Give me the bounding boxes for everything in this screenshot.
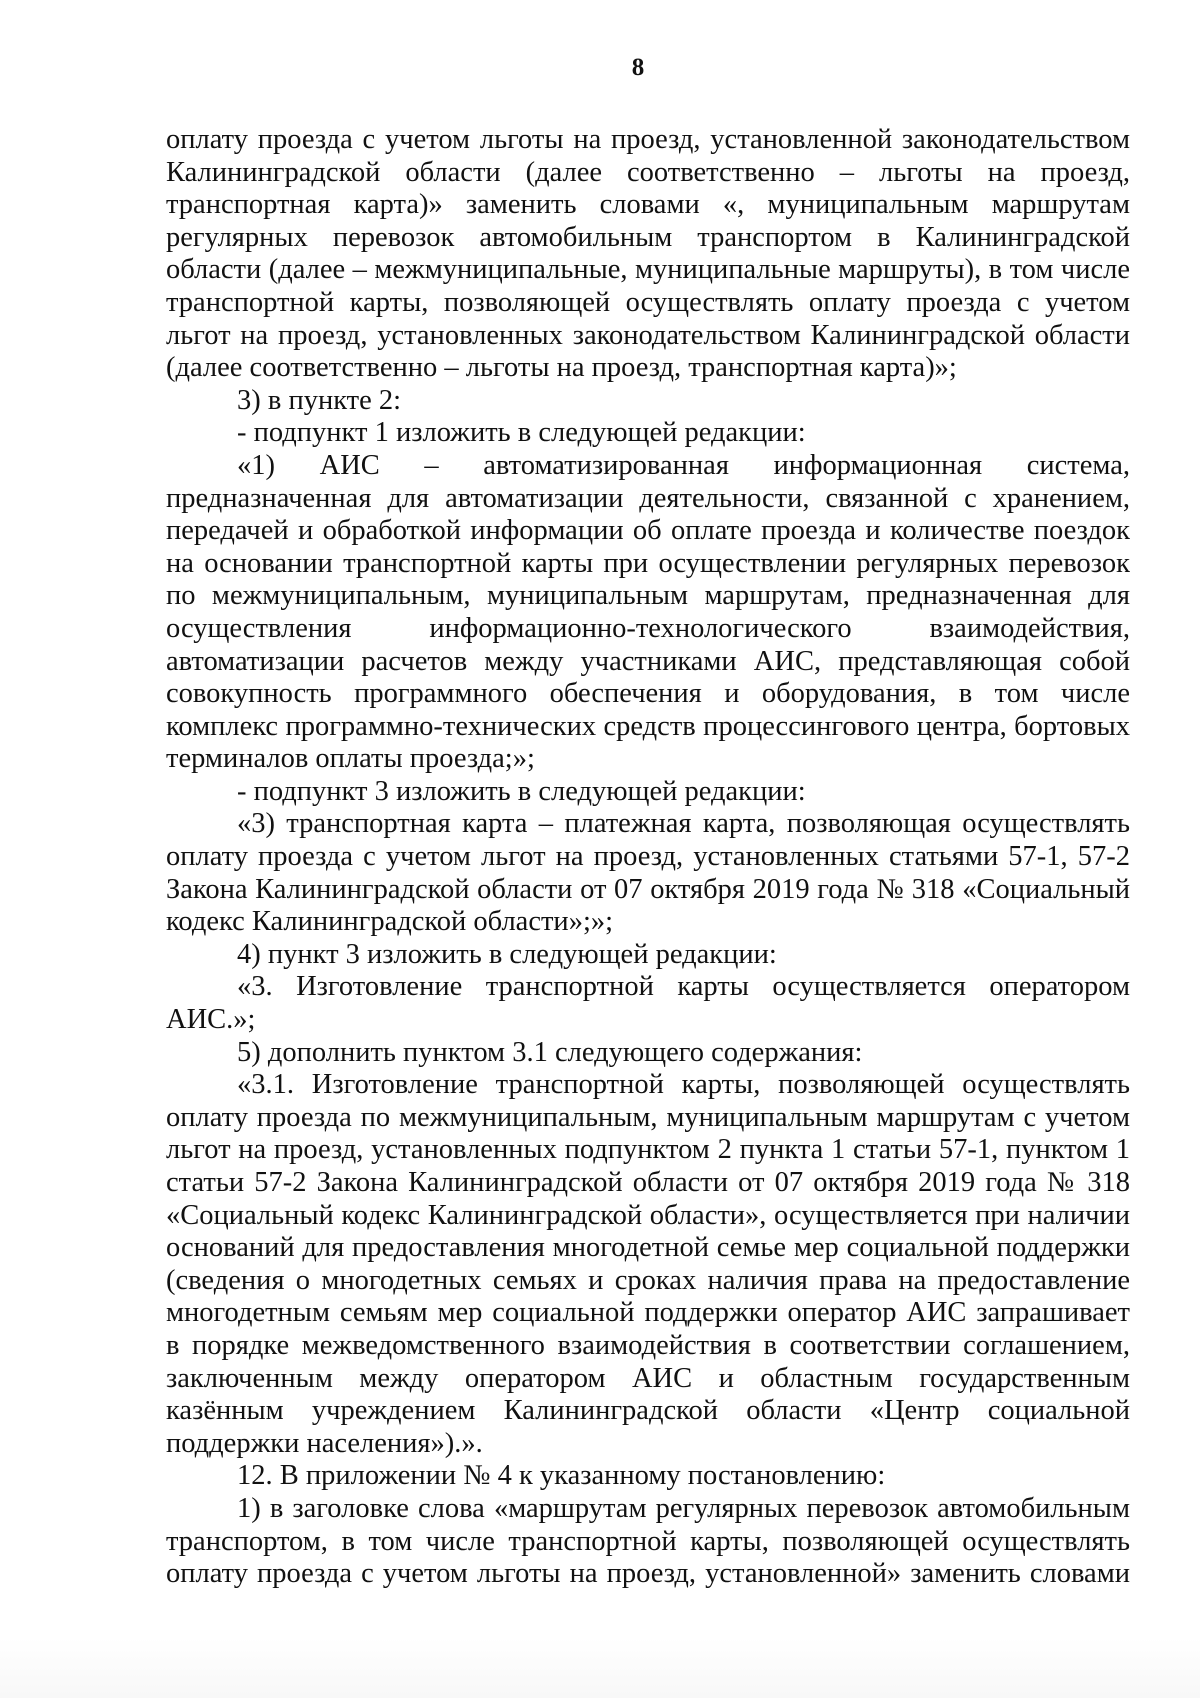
paragraph-continuation: оплату проезда с учетом льготы на проезд, установленной законодательством Калининградской области (далее соответственно – льготы на проезд, транспортная карта)» заменить словами «, муниципальным маршрутам регулярных перевозок автомобильным транспортом в Калининградской области (далее – межмуниципальные, муниципальные маршруты), в том числе транспортной карты, позволяющей осуществлять оплату проезда с учетом льгот на проезд, установленных законодательством Калининградской области (далее соответственно – льготы на проезд, транспортная карта)»; [166,124,1130,384]
paragraph-ais-definition: «1) АИС – автоматизированная информационная система, предназначенная для автоматизации деятельности, связанной с хранением, передачей и обработкой информации об оплате проезда и количестве поездок на основании транспортной карты при осуществлении регулярных перевозок по межмуниципальным, муниципальным маршрутам, предназначенная для осуществления информационно-технологического взаимодействия, автоматизации расчетов между участниками АИС, представляющая собой совокупность программного обеспечения и оборудования, в том числе комплекс программно-технических средств процессингового центра, бортовых терминалов оплаты проезда;»; [166,449,1130,775]
document-body [166,124,1130,1591]
paragraph-subitem-1-header: - подпункт 1 изложить в следующей редакции: [237,417,806,449]
paragraph-item-12: 12. В приложении № 4 к указанному постановлению: [237,1460,886,1492]
paragraph-transport-card-definition: «3) транспортная карта – платежная карта, позволяющая осуществлять оплату проезда с учетом льгот на проезд, установленных статьями 57-1, 57-2 Закона Калининградской области от 07 октября 2019 года № 318 «Социальный кодекс Калининградской области»;»; [166,808,1130,938]
paragraph-item-3-1: «3.1. Изготовление транспортной карты, позволяющей осуществлять оплату проезда по межмуниципальным, муниципальным маршрутам с учетом льгот на проезд, установленных подпунктом 2 пункта 1 статьи 57-1, пунктом 1 статьи 57-2 Закона Калининградской области от 07 октября 2019 года № 318 «Социальный кодекс Калининградской области», осуществляется при наличии оснований для предоставления многодетной семье мер социальной поддержки (сведения о многодетных семьях и сроках наличия права на предоставление многодетным семьям мер социальной поддержки оператор АИС запрашивает в порядке межведомственного взаимодействия в соответствии соглашением, заключенным между оператором АИС и областным государственным казённым учреждением Калининградской области «Центр социальной поддержки населения»).». [166,1069,1130,1459]
scan-shading [0,1638,1200,1698]
paragraph-item-3: 3) в пункте 2: [237,384,402,416]
paragraph-item-5: 5) дополнить пунктом 3.1 следующего содержания: [237,1036,863,1068]
page-number: 8 [631,54,645,81]
paragraph-item-4: 4) пункт 3 изложить в следующей редакции: [237,938,777,970]
paragraph-card-manufacturing: «3. Изготовление транспортной карты осуществляется оператором АИС.»; [166,971,1130,1036]
paragraph-header-replacement: 1) в заголовке слова «маршрутам регулярных перевозок автомобильным транспортом, в том числе транспортной карты, позволяющей осуществлять оплату проезда с учетом льготы на проезд, установленной» заменить словами [166,1492,1130,1590]
paragraph-subitem-3-header: - подпункт 3 изложить в следующей редакции: [237,775,806,807]
